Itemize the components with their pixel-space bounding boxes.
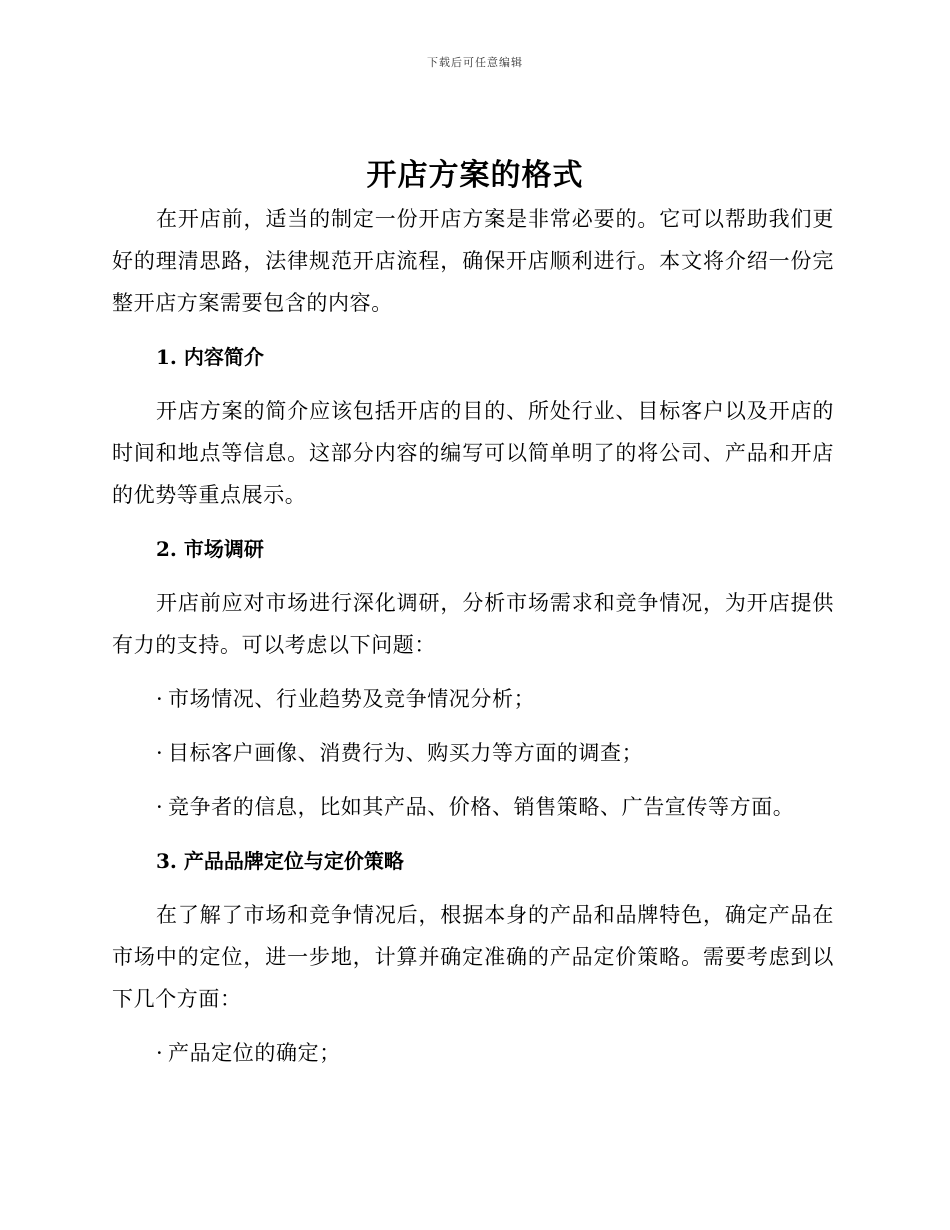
page-title: 开店方案的格式 — [366, 158, 584, 193]
bullet-icon: · — [156, 795, 164, 819]
list-item-text: 产品定位的确定； — [168, 1041, 341, 1065]
list-item — [112, 786, 834, 828]
list-item — [112, 732, 834, 774]
section-market-research — [112, 528, 834, 828]
list-item-text: 市场情况、行业趋势及竞争情况分析； — [168, 687, 536, 711]
section-heading: 2. 市场调研 — [156, 537, 264, 561]
section-paragraph: 开店方案的简介应该包括开店的目的、所处行业、目标客户以及开店的时间和地点等信息。这部分内容的编写可以简单明了的将公司、产品和开店的优势等重点展示。 — [112, 399, 834, 507]
bullet-icon: · — [156, 687, 164, 711]
header-note: 下载后可任意编辑 — [427, 56, 523, 69]
bullet-icon: · — [156, 1041, 164, 1065]
list-item-text: 目标客户画像、消费行为、购买力等方面的调查； — [168, 741, 644, 765]
section-paragraph: 开店前应对市场进行深化调研，分析市场需求和竞争情况，为开店提供有力的支持。可以考虑以下问题： — [112, 591, 834, 657]
list-item-text: 竞争者的信息，比如其产品、价格、销售策略、广告宣传等方面。 — [168, 795, 795, 819]
section-paragraph: 在了解了市场和竞争情况后，根据本身的产品和品牌特色，确定产品在市场中的定位，进一步地，计算并确定准确的产品定价策略。需要考虑到以下几个方面： — [112, 903, 834, 1011]
section-heading: 3. 产品品牌定位与定价策略 — [156, 849, 404, 873]
list-item — [112, 1032, 834, 1074]
section-heading: 1. 内容简介 — [156, 345, 264, 369]
bullet-icon: · — [156, 741, 164, 765]
document-body — [112, 198, 834, 1086]
section-positioning-pricing — [112, 840, 834, 1074]
intro-paragraph: 在开店前，适当的制定一份开店方案是非常必要的。它可以帮助我们更好的理清思路，法律规范开店流程，确保开店顺利进行。本文将介绍一份完整开店方案需要包含的内容。 — [112, 207, 834, 315]
list-item — [112, 678, 834, 720]
section-intro — [112, 336, 834, 516]
